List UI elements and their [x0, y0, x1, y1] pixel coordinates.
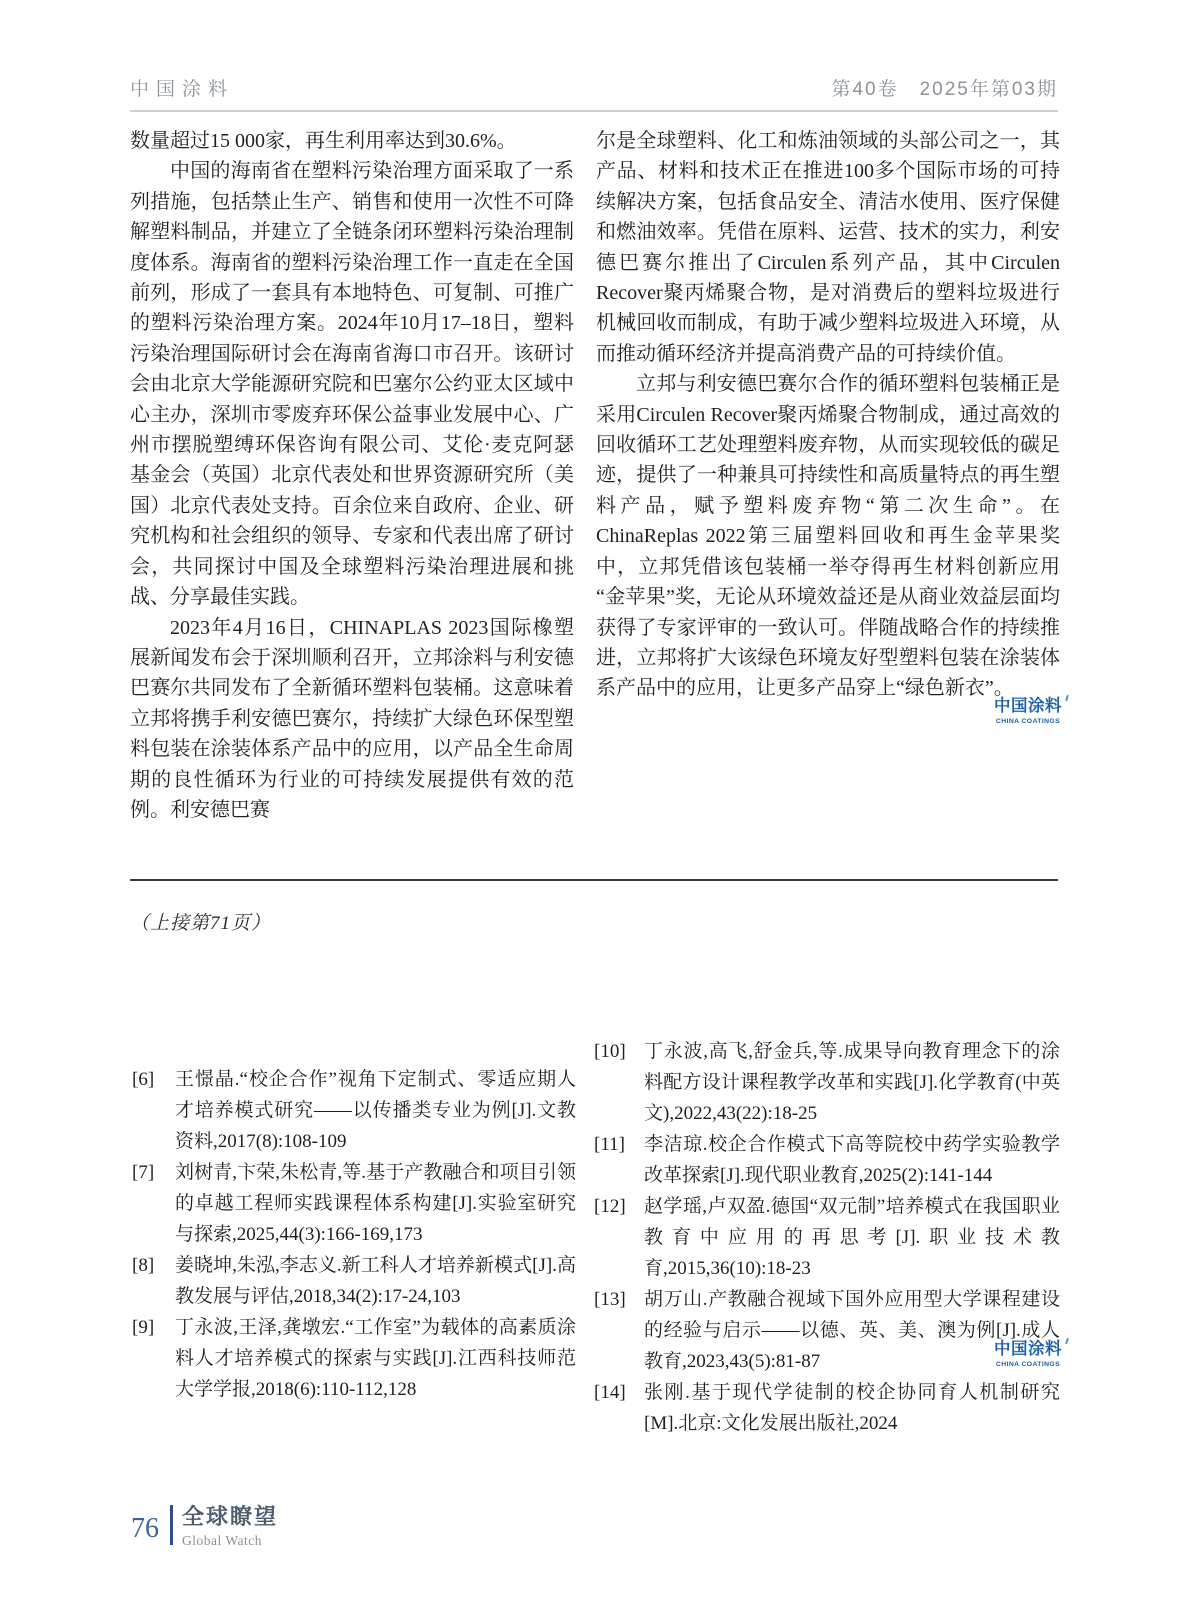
journal-name: 中国涂料: [130, 79, 235, 100]
trademark-mark-icon: [1065, 1338, 1069, 1344]
reference-number: [7]: [132, 1162, 155, 1183]
china-coatings-logo: [993, 1341, 1063, 1368]
reference-item: [594, 1284, 1060, 1377]
reference-number: [13]: [594, 1289, 626, 1310]
reference-item: [594, 1036, 1060, 1129]
article-column-left: [130, 126, 574, 825]
paragraph: 尔是全球塑料、化工和炼油领域的头部公司之一，其产品、材料和技术正在推进100多个国际市场的可持续解决方案，包括食品安全、清洁水使用、医疗保健和燃油效率。凭借在原料、运营、技术的实力，利安德巴赛尔推出了Circulen系列产品，其中Circulen Recover聚丙烯聚合物，是对消费后的塑料垃圾进行机械回收而制成，有助于减少塑料垃圾进入环境，从而推动循环经济并提高消费产品的可持续价值。: [596, 130, 1060, 365]
references-column-right: [594, 1036, 1060, 1439]
china-coatings-logo: [993, 698, 1063, 725]
reference-text: 王憬晶.“校企合作”视角下定制式、零适应期人才培养模式研究——以传播类专业为例[J].文教资料,2017(8):108-109: [175, 1069, 576, 1152]
continuation-note: （上接第71页）: [130, 913, 272, 934]
section-title-cn: 全球瞭望: [182, 1504, 279, 1529]
footer-divider-bar: [170, 1505, 173, 1545]
reference-number: [6]: [132, 1069, 155, 1090]
reference-text: 赵学瑶,卢双盈.德国“双元制”培养模式在我国职业教育中应用的再思考[J].职业技术教育,2015,36(10):18-23: [644, 1196, 1060, 1279]
reference-number: [9]: [132, 1317, 155, 1338]
page-footer: [131, 1500, 278, 1549]
reference-text: 丁永波,高飞,舒金兵,等.成果导向教育理念下的涂料配方设计课程教学改革和实践[J].化学教育(中英文),2022,43(22):18-25: [644, 1041, 1060, 1124]
article-body: [130, 126, 1060, 825]
reference-text: 胡万山.产教融合视域下国外应用型大学课程建设的经验与启示——以德、英、美、澳为例[J].成人教育,2023,43(5):81-87: [644, 1289, 1060, 1372]
paragraph: 中国的海南省在塑料污染治理方面采取了一系列措施，包括禁止生产、销售和使用一次性不可降解塑料制品，并建立了全链条闭环塑料污染治理制度体系。海南省的塑料污染治理工作一直走在全国前列，形成了一套具有本地特色、可复制、可推广的塑料污染治理方案。2024年10月17–18日，塑料污染治理国际研讨会在海南省海口市召开。该研讨会由北京大学能源研究院和巴塞尔公约亚太区域中心主办，深圳市零废弃环保公益事业发展中心、广州市摆脱塑缚环保咨询有限公司、艾伦·麦克阿瑟基金会（英国）北京代表处和世界资源研究所（美国）北京代表处支持。百余位来自政府、企业、研究机构和社会组织的领导、专家和代表出席了研讨会，共同探讨中国及全球塑料污染治理进展和挑战、分享最佳实践。: [130, 160, 574, 609]
page-number: 76: [131, 1512, 159, 1544]
references-column-left: [132, 1064, 576, 1405]
reference-item: [132, 1312, 576, 1405]
reference-text: 刘树青,卞荣,朱松青,等.基于产教融合和项目引领的卓越工程师实践课程体系构建[J].实验室研究与探索,2025,44(3):166-169,173: [175, 1162, 576, 1245]
logo-text-en: CHINA COATINGS: [995, 1360, 1061, 1368]
issue-info: 第40卷 2025年第03期: [831, 79, 1058, 100]
section-divider: [130, 879, 1058, 881]
reference-item: [594, 1129, 1060, 1191]
reference-number: [12]: [594, 1196, 626, 1217]
trademark-mark-icon: [1065, 695, 1069, 701]
reference-item: [132, 1157, 576, 1250]
page-header: [130, 74, 1058, 112]
paragraph: 2023年4月16日，CHINAPLAS 2023国际橡塑展新闻发布会于深圳顺利召开，立邦涂料与利安德巴赛尔共同发布了全新循环塑料包装桶。这意味着立邦将携手利安德巴赛尔，持续扩大绿色环保型塑料包装在涂装体系产品中的应用，以产品全生命周期的良性循环为行业的可持续发展提供有效的范例。利安德巴赛: [130, 616, 574, 821]
reference-text: 丁永波,王泽,龚墩宏.“工作室”为载体的高素质涂料人才培养模式的探索与实践[J].江西科技师范大学学报,2018(6):110-112,128: [175, 1317, 576, 1400]
reference-number: [14]: [594, 1382, 626, 1403]
paragraph: 数量超过15 000家，再生利用率达到30.6%。: [130, 130, 517, 152]
reference-number: [10]: [594, 1041, 626, 1062]
reference-item: [594, 1191, 1060, 1284]
reference-text: 姜晓坤,朱泓,李志义.新工科人才培养新模式[J].高教发展与评估,2018,34(2):17-24,103: [175, 1255, 576, 1307]
section-label: [182, 1500, 278, 1549]
reference-text: 张刚.基于现代学徒制的校企协同育人机制研究[M].北京:文化发展出版社,2024: [644, 1382, 1060, 1434]
reference-item: [594, 1377, 1060, 1439]
article-column-right: [596, 126, 1060, 825]
section-title-en: Global Watch: [182, 1533, 263, 1548]
reference-number: [8]: [132, 1255, 155, 1276]
reference-item: [132, 1250, 576, 1312]
logo-text-en: CHINA COATINGS: [995, 717, 1061, 725]
paragraph: 立邦与利安德巴赛尔合作的循环塑料包装桶正是采用Circulen Recover聚丙烯聚合物制成，通过高效的回收循环工艺处理塑料废弃物，从而实现较低的碳足迹，提供了一种兼具可持续性和高质量特点的再生塑料产品，赋予塑料废弃物“第二次生命”。在ChinaReplas 2022第三届塑料回收和再生金苹果奖中，立邦凭借该包装桶一举夺得再生材料创新应用“金苹果”奖，无论从环境效益还是从商业效益层面均获得了专家评审的一致认可。伴随战略合作的持续推进，立邦将扩大该绿色环境友好型塑料包装在涂装体系产品中的应用，让更多产品穿上“绿色新衣”。: [596, 373, 1060, 700]
reference-number: [11]: [594, 1134, 625, 1155]
logo-text-cn: 中国涂料: [994, 1340, 1062, 1358]
reference-item: [132, 1064, 576, 1157]
logo-text-cn: 中国涂料: [994, 697, 1062, 715]
reference-text: 李洁琼.校企合作模式下高等院校中药学实验教学改革探索[J].现代职业教育,2025(2):141-144: [644, 1134, 1060, 1186]
